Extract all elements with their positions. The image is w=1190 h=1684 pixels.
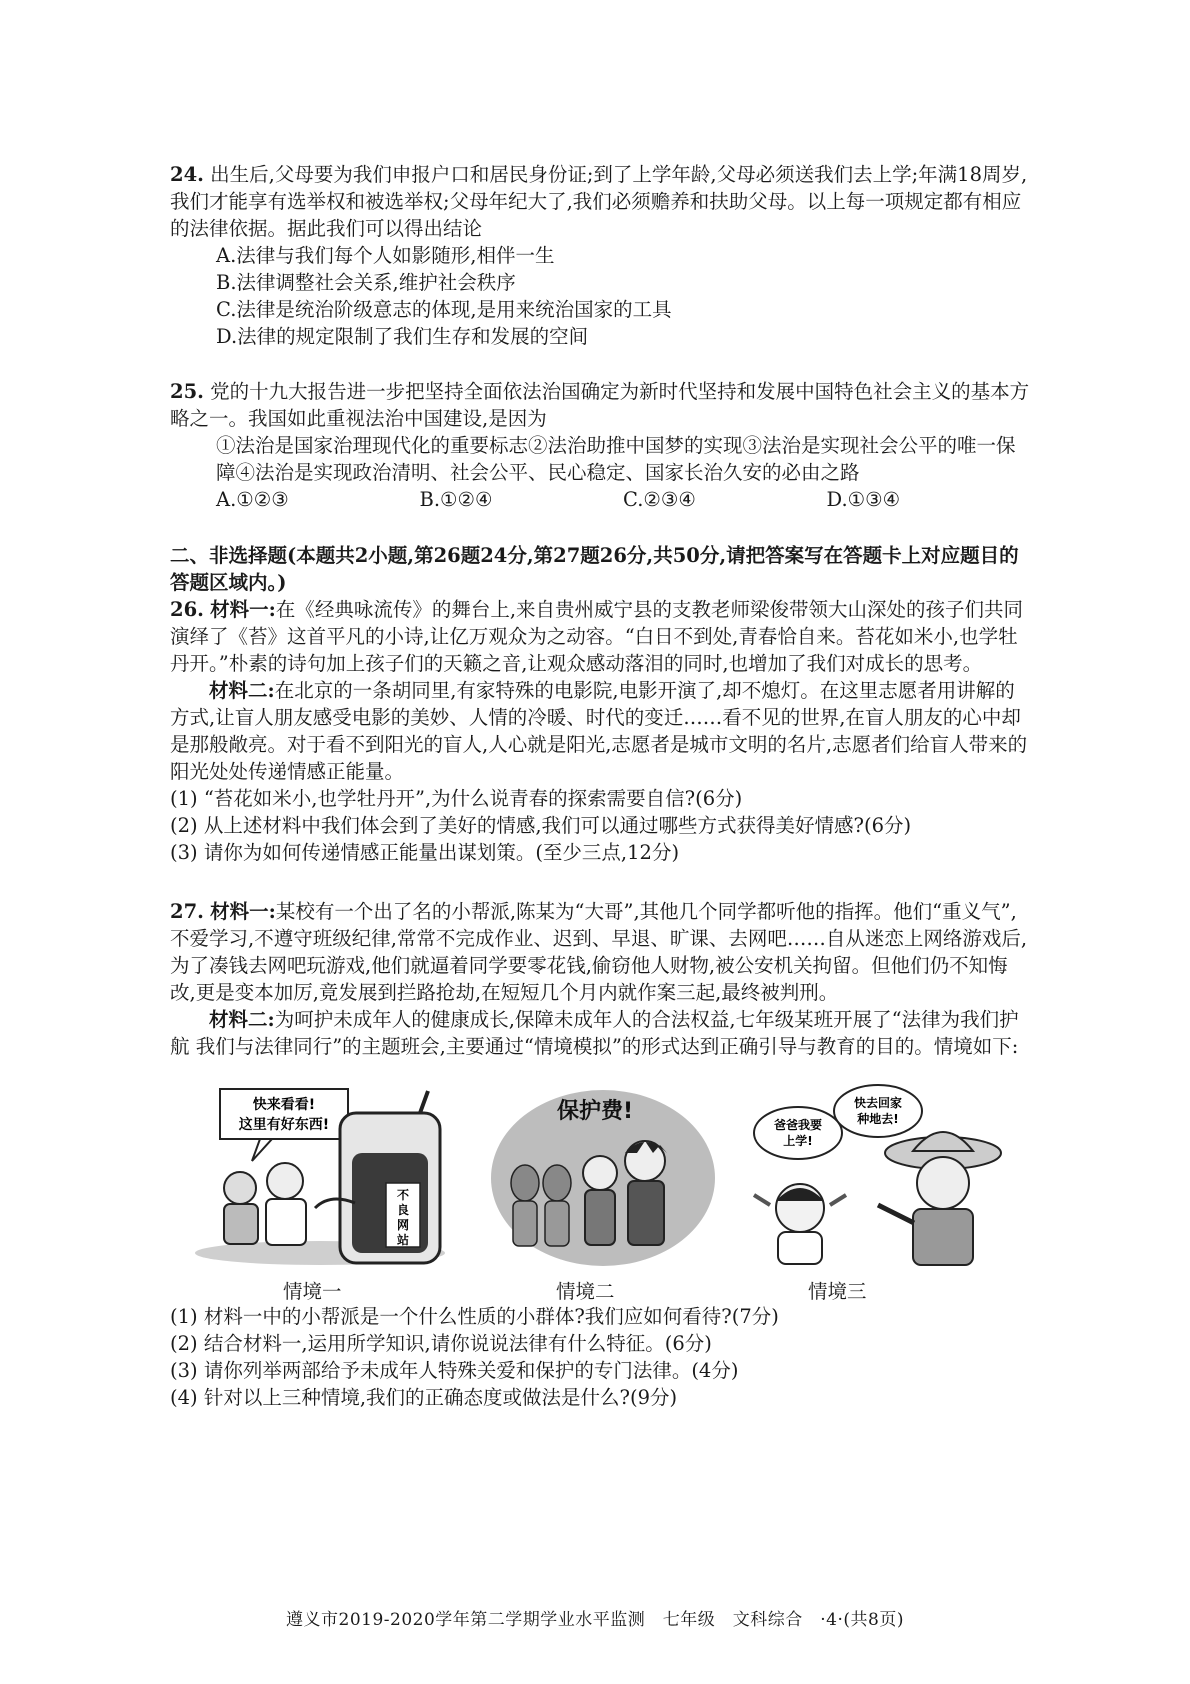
option-a: A.①②③ [216, 488, 289, 511]
speech-bubble [754, 1107, 842, 1159]
section-heading: 二、非选择题(本题共2小题,第26题24分,第27题26分,共50分,请把答案写在答题卡上对应题目的答题区域内。) [170, 544, 1019, 594]
option-c: C.②③④ [623, 488, 696, 511]
sign-char: 良 [396, 1203, 410, 1217]
scenario-1-illustration [190, 1083, 460, 1268]
question-27 [170, 898, 1030, 1060]
question-number: 27. [170, 900, 204, 923]
question-number: 24. [170, 163, 204, 186]
sub-question: (2) 结合材料一,运用所学知识,请你说说法律有什么特征。(6分) [170, 1332, 712, 1355]
question-24 [170, 161, 1030, 350]
sign-char: 网 [396, 1218, 410, 1232]
bubble-text: 种地去! [857, 1112, 899, 1126]
bubble-text: 快去回家 [853, 1096, 903, 1110]
option-row [170, 486, 1030, 513]
bubble-text: 快来看看! [252, 1097, 316, 1113]
sub-question: (1) 材料一中的小帮派是一个什么性质的小群体?我们应如何看待?(7分) [170, 1305, 779, 1328]
question-number: 25. [170, 380, 204, 403]
material-label: 材料一: [210, 900, 276, 923]
scenario-illustrations [190, 1083, 1030, 1273]
speech-bubble [834, 1085, 922, 1137]
option-d: D.①③④ [826, 488, 901, 511]
bubble-text: 上学! [783, 1134, 813, 1148]
option-c: C.法律是统治阶级意志的体现,是用来统治国家的工具 [216, 298, 672, 321]
material-text: 某校有一个出了名的小帮派,陈某为“大哥”,其他几个同学都听他的指挥。他们“重义气”,不爱学习,不遵守班级纪律,常常不完成作业、迟到、早退、旷课、去网吧……自从迷恋上网络游戏后,为了凑钱去网吧玩游戏,他们就逼着同学要零花钱,偷窃他人财物,被公安机关拘留。但他们仍不知悔改,更是变本加厉,竟发展到拦路抢劫,在短短几个月内就作案三起,最终被判刑。 [170, 900, 1028, 1004]
scenario-2-illustration [485, 1083, 720, 1268]
scenario-1-caption: 情境一 [283, 1280, 342, 1303]
sub-question: (4) 针对以上三种情境,我们的正确态度或做法是什么?(9分) [170, 1386, 678, 1409]
material-label: 材料二: [209, 679, 275, 702]
material-text: 在北京的一条胡同里,有家特殊的电影院,电影开演了,却不熄灯。在这里志愿者用讲解的方式,让盲人朋友感受电影的美妙、人情的冷暖、时代的变迁……看不见的世界,在盲人朋友的心中却是那般敞亮。对于看不到阳光的盲人,人心就是阳光,志愿者是城市文明的名片,志愿者们给盲人带来的阳光处处传递情感正能量。 [170, 679, 1028, 783]
option-d: D.法律的规定限制了我们生存和发展的空间 [216, 325, 589, 348]
question-number: 26. [170, 598, 204, 621]
question-stem: 出生后,父母要为我们申报户口和居民身份证;到了上学年龄,父母必须送我们去上学;年满18周岁,我们才能享有选举权和被选举权;父母年纪大了,我们必须赡养和扶助父母。以上每一项规定都有相应的法律依据。据此我们可以得出结论 [170, 163, 1028, 240]
material-label: 材料一: [210, 598, 276, 621]
option-b: B.①②④ [419, 488, 493, 511]
question-statements: ①法治是国家治理现代化的重要标志②法治助推中国梦的实现③法治是实现社会公平的唯一保障④法治是实现政治清明、社会公平、民心稳定、国家长治久安的必由之路 [216, 434, 1016, 484]
scenario-2-caption: 情境二 [556, 1280, 615, 1303]
material-text: 为呵护未成年人的健康成长,保障未成年人的合法权益,七年级某班开展了“法律为我们护航 我们与法律同行”的主题班会,主要通过“情境模拟”的形式达到正确引导与教育的目的。情境如下: [170, 1008, 1019, 1058]
sub-question: (2) 从上述材料中我们体会到了美好的情感,我们可以通过哪些方式获得美好情感?(6分) [170, 814, 912, 837]
question-27-subquestions [170, 1303, 1030, 1411]
scene-title-text: 保护费! [556, 1099, 634, 1124]
sign-char: 不 [396, 1188, 410, 1202]
sub-question: (1) “苔花如米小,也学牡丹开”,为什么说青春的探索需要自信?(6分) [170, 787, 743, 810]
page-footer: 遵义市2019-2020学年第二学期学业水平监测 七年级 文科综合 ·4·(共8页) [286, 1610, 904, 1630]
bubble-text: 爸爸我要 [773, 1118, 823, 1132]
question-25 [170, 378, 1030, 513]
sign-char: 站 [396, 1233, 410, 1247]
sub-question: (3) 请你列举两部给予未成年人特殊关爱和保护的专门法律。(4分) [170, 1359, 739, 1382]
option-a: A.法律与我们每个人如影随形,相伴一生 [216, 244, 555, 267]
scenario-3-illustration [748, 1083, 1018, 1268]
question-26 [170, 596, 1030, 866]
material-label: 材料二: [209, 1008, 275, 1031]
bubble-text: 这里有好东西! [238, 1117, 330, 1133]
material-text: 在《经典咏流传》的舞台上,来自贵州威宁县的支教老师梁俊带领大山深处的孩子们共同演绎了《苔》这首平凡的小诗,让亿万观众为之动容。“白日不到处,青春恰自来。苔花如米小,也学牡丹开。”朴素的诗句加上孩子们的天籁之音,让观众感动落泪的同时,也增加了我们对成长的思考。 [170, 598, 1024, 675]
sub-question: (3) 请你为如何传递情感正能量出谋划策。(至少三点,12分) [170, 841, 680, 864]
option-b: B.法律调整社会关系,维护社会秩序 [216, 271, 516, 294]
scenario-3-caption: 情境三 [808, 1280, 867, 1303]
question-stem: 党的十九大报告进一步把坚持全面依法治国确定为新时代坚持和发展中国特色社会主义的基本方略之一。我国如此重视法治中国建设,是因为 [170, 380, 1030, 430]
